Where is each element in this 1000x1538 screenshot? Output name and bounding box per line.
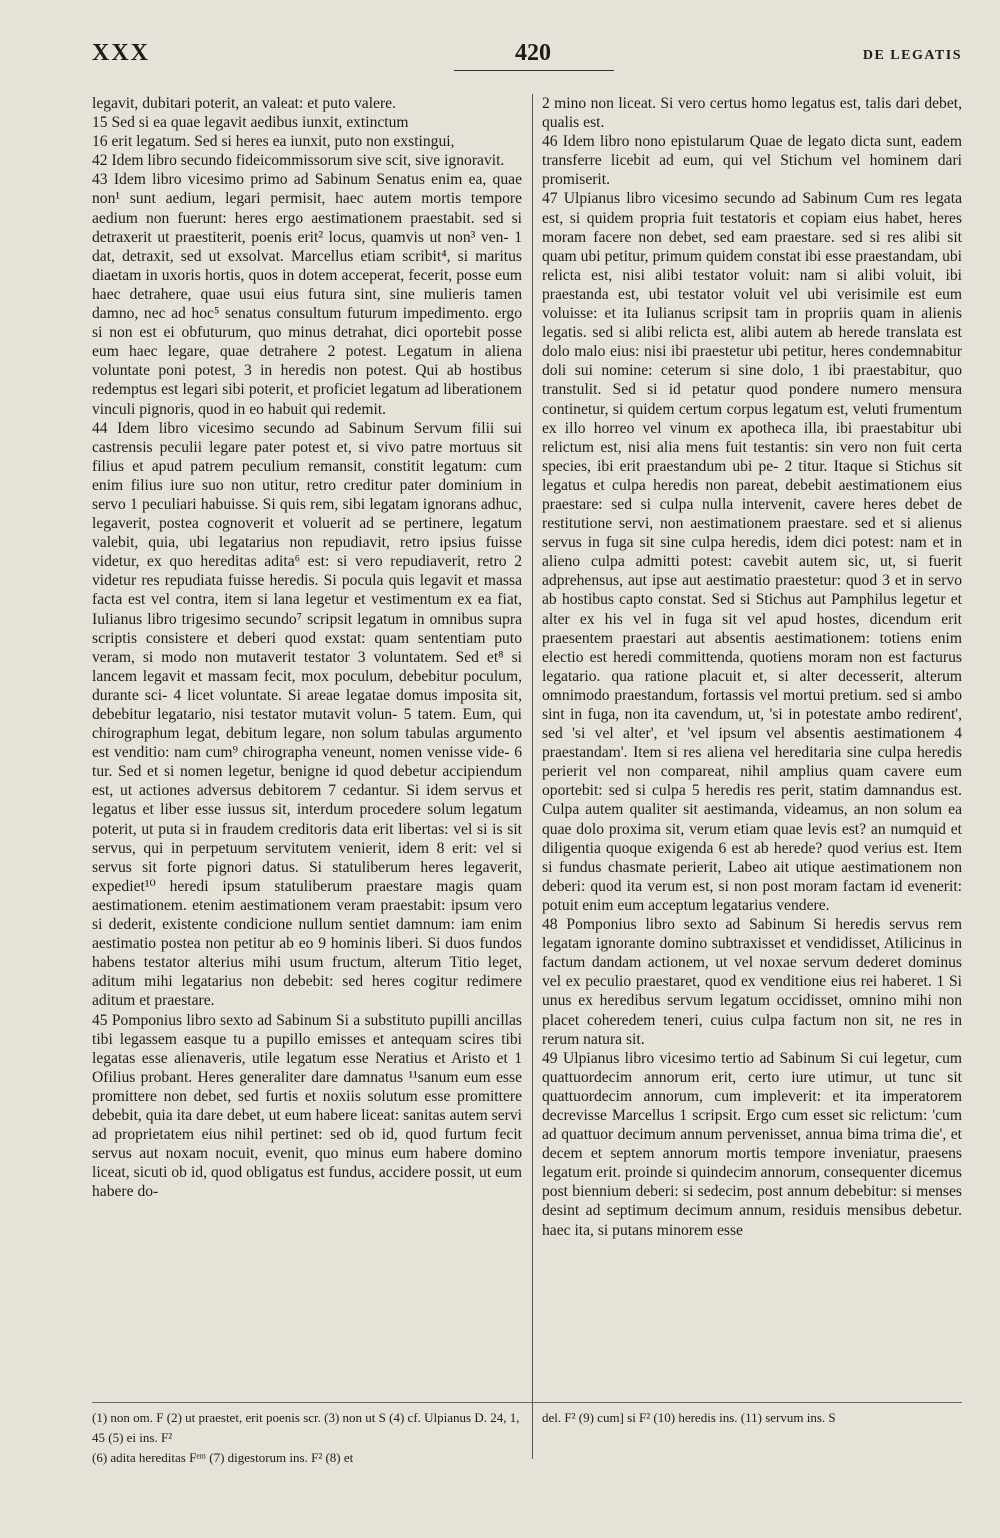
paragraph: 45 Pomponius libro sexto ad Sabinum Si a substituto pupilli ancillas tibi legassem easque tu a pupillo emisses et antequam scires tibi legatas esse alienaveris, utile legatum esse Neratius et Aristo et 1 Ofilius probant. Heres generaliter dare damnatus ¹¹sanum eum esse promittere non debet, sed furtis et noxiis solutum esse promittere debebit, quia ita dare debet, ut eum habere liceat: sanitas autem servi ad proprietatem eius nihil pertinet: sed ob id, quod furtum fecit servus aut noxam nocuit, evenit, quo minus eum habere domino liceat, sicuti ob id, quod obligatus est fundus, accidere possit, ut eum habere do-: [92, 1011, 522, 1201]
header-right: DE LEGATIS: [862, 48, 962, 63]
paragraph: 15 Sed si ea quae legavit aedibus iunxit, extinctum: [92, 114, 409, 132]
paragraph: 48 Pomponius libro sexto ad Sabinum Si heredis servus rem legatam ignorante domino subtraxisset et vendidisset, Atilicinus in factum dandam actionem, ut vel noxae servum dederet dominus vel ex peculio praestaret, quod ex venditione eius rei haberet. 1 Si unus ex heredibus servum legatum occidisset, omnino mihi non placet coheredem teneri, cuius culpa factum non sit, ne res in rerum natura sit.: [542, 916, 962, 1048]
page-number: 420: [515, 40, 551, 66]
paragraph: 42 Idem libro secundo fideicommissorum sive scit, sive ignoravit.: [92, 152, 505, 170]
footnote-rule: [92, 1402, 962, 1403]
paragraph: 44 Idem libro vicesimo secundo ad Sabinum Servum filii sui castrensis peculii legare pater potest et, si vivo patre mortuus sit filius et apud patrem peculium remansit, constitit legatum: cum enim filius iure suo non utitur, retro creditur pater dominium in servo 1 peculiari habuisse. Si quis rem, sibi legatam ignorans adhuc, legaverit, postea cognoverit et voluerit ad se pertinere, legatum valebit, quia, ubi legatarius non repudiavit, retro ipsius fuisse videtur, ex quo hereditas adita⁶ est: si vero repudiaverit, retro 2 videtur res repudiata fuisse heredis. Si pocula quis legavit et massa facta est vel contra, item si lana legetur et vestimentum ex ea fiat, Iulianus libro trigesimo secundo⁷ scripsit legatum in omnibus supra scriptis consistere et deberi quod exstat: quam sententiam puto veram, si modo non mutaverit testator 3 voluntatem. Sed et⁸ si lancem legavit et massam fecit, mox poculum, debebitur poculum, durante sci- 4 licet voluntate. Si areae legatae domus imposita sit, debebitur legatario, nisi testator mutavit volun- 5 tatem. Eum, qui chirographum legat, debitum legare, non solum tabulas argumento est venditio: nam cum⁹ chirographa veneunt, nomen venisse vide- 6 tur. Sed et si nomen legetur, benigne id quod debetur accipiendum est, ut actiones adversus debitorem 7 cedantur. Si idem servus et legatus et liber esse iussus sit, interdum procedere solum legatum poterit, ut puta si in fraudem creditoris data erit libertas: vel si is sit servus, qui in perpetuum servitutem venierit, idem 8 erit: vel si servus sit forte pignori datus. Si statuliberum heres legaverit, expediet¹⁰ heredi ipsum statuliberum praestare magis quam aestimationem. etenim aestimationem veram praestabit: ipsum vero si dederit, existente condicione nullum sentiet damnum: iam enim aestimatio postea non petitur ab eo 9 hominis liberi. Si duos fundos habens testator alterius mihi usum fructum, alterum Titio leget, aditum mihi legatarius non debebit: sed heres cogitur redimere aditum et praestare.: [92, 419, 522, 1010]
footnotes-right: [542, 1408, 962, 1428]
footnote-line: (1) non om. F (2) ut praestet, erit poenis scr. (3) non ut S (4) cf. Ulpianus D. 24, 1, 45 (5) ei ins. F²: [92, 1410, 520, 1445]
header-left: XXX: [92, 40, 150, 66]
left-column: [92, 94, 522, 1201]
running-header: [92, 40, 962, 76]
paragraph: 43 Idem libro vicesimo primo ad Sabinum Senatus enim ea, quae non¹ sunt aedium, legari permisit, haec autem mortis tempore aedium non fuerunt: heres ergo aestimationem praestabit. sed si detraxerit ut praestiterit, poenis erit² locus, quamvis ut non³ ven- 1 dat, detraxit, sed ut exsolvat. Marcellus etiam scribit⁴, si maritus diaetam in uxoris hortis, quos in dotem acceperat, fecerit, posse eum haec detrahere, quae usui eius futura sint, sine mulieris tamen damno, nec ad hoc⁵ senatus consultum futurum impedimento. ergo si non est ei obfuturum, quo minus detrahat, dici oportebit posse eum haec legare, quae detrahere 2 potest. Legatum in aliena voluntate poni potest, 3 in heredis non potest. Qui ab hostibus redemptus est legari sibi poterit, et proficiet legatum ad liberationem vinculi pignoris, quod in eo habuit qui redemit.: [92, 171, 522, 418]
column-divider: [532, 94, 533, 1459]
paragraph: 46 Idem libro nono epistularum Quae de legato dicta sunt, eadem transferre licebit ad eum, qui vel Stichum vel hominem dari promiserit.: [542, 133, 962, 189]
header-rule: [454, 70, 614, 71]
paragraph: 2 mino non liceat. Si vero certus homo legatus est, talis dari debet, qualis est.: [542, 95, 962, 132]
footnote-line: del. F² (9) cum] si F² (10) heredis ins. (11) servum ins. S: [542, 1410, 836, 1425]
paragraph: 49 Ulpianus libro vicesimo tertio ad Sabinum Si cui legetur, cum quattuordecim annorum erit, certo iure utimur, ut tunc sit quattuordecim annorum, cum impleverit: et ita imperatorem decrevisse Marcellus 1 scripsit. Ergo cum esset sic relictum: 'cum ad quattuor decimum annum pervenisset, annua bima trima die', et decem et septem annorum mortis tempore inveniatur, praesens legatum erit. proinde si quindecim annorum, consequenter dicemus post biennium deberi: si sedecim, post annum debebitur: si menses desint ad septimum decimum annum, residuis mensibus debetur. haec ita, si putans minorem esse: [542, 1049, 962, 1239]
paragraph: 16 erit legatum. Sed si heres ea iunxit, puto non exstingui,: [92, 133, 455, 151]
footnote-line: (6) adita hereditas Fᵉᵐ (7) digestorum ins. F² (8) et: [92, 1450, 354, 1465]
paragraph: legavit, dubitari poterit, an valeat: et puto valere.: [92, 95, 396, 112]
footnotes-left: [92, 1408, 522, 1468]
paragraph: 47 Ulpianus libro vicesimo secundo ad Sabinum Cum res legata est, si quidem propria fuit testatoris et copiam eius habet, heres moram facere non debet, sed eam praestare. sed si res alibi sit quam ubi petitur, primum quidem constat ibi esse praestandam, ubi relicta est, nisi alibi testator voluit: nam si alibi voluit, ibi praestanda est, ubi testator voluit vel ubi verisimile est eum voluisse: et ita Iulianus scripsit tam in propriis quam in alienis legatis. sed si alibi relicta est, alibi autem ab herede translata est dolo malo eius: nisi ibi praestetur ubi petitur, heres condemnabitur doli sui nomine: ceterum si sine dolo, 1 ibi praestabitur, quo transtulit. Sed si id petatur quod pondere numero mensura continetur, si quidem certum corpus legatum est, veluti frumentum ex illo horreo vel vinum ex apotheca illa, ibi praestabitur ubi relictum est, nisi alia mens fuit testantis: sin vero non fuit certa species, ibi erit praestandum ubi pe- 2 titur. Itaque si Stichus sit legatus et culpa heredis non pareat, debebit aestimationem eius praestare: sed si culpa nulla intervenit, cavere heres debet de restitutione servi, non aestimationem praestare. sed et si alienus servus in fuga sit sine culpa heredis, idem dici potest: nam et in alieno culpa admitti potest: cavebit autem sic, ut, si fuerit adprehensus, aut ipse aut aestimatio praestetur: quod 3 et in servo ab hostibus capto constat. Sed si Stichus aut Pamphilus legetur et alter ex his vel in fuga sit vel apud hostes, dicendum erit praesentem praestari aut absentis aestimationem: totiens enim electio est heredi committenda, quotiens moram non est facturus legatario. qua ratione placuit et, si alter decesserit, alterum omnimodo praestandum, fortassis vel mortui pretium. sed si ambo sint in fuga, non ita cavendum, ut, 'si in potestate ambo redirent', sed 'si vel alter', et 'vel ipsum vel absentis aestimationem 4 praestandam'. Item si res aliena vel hereditaria sine culpa heredis perierit vel non compareat, nihil amplius quam cavere eum oportebit: sed si culpa 5 heredis res perit, statim damnandus est. Culpa autem qualiter sit aestimanda, videamus, an non solum ea quae dolo proxima sit, verum etiam quae levis est? an numquid et diligentia quoque exigenda 6 est ab herede? quod verius est. Item si fundus chasmate perierit, Labeo ait utique aestimationem non deberi: quod ita verum est, si non post moram factam id evenerit: potuit enim eum acceptum legatarius vendere.: [542, 190, 962, 914]
right-column: [542, 94, 962, 1240]
